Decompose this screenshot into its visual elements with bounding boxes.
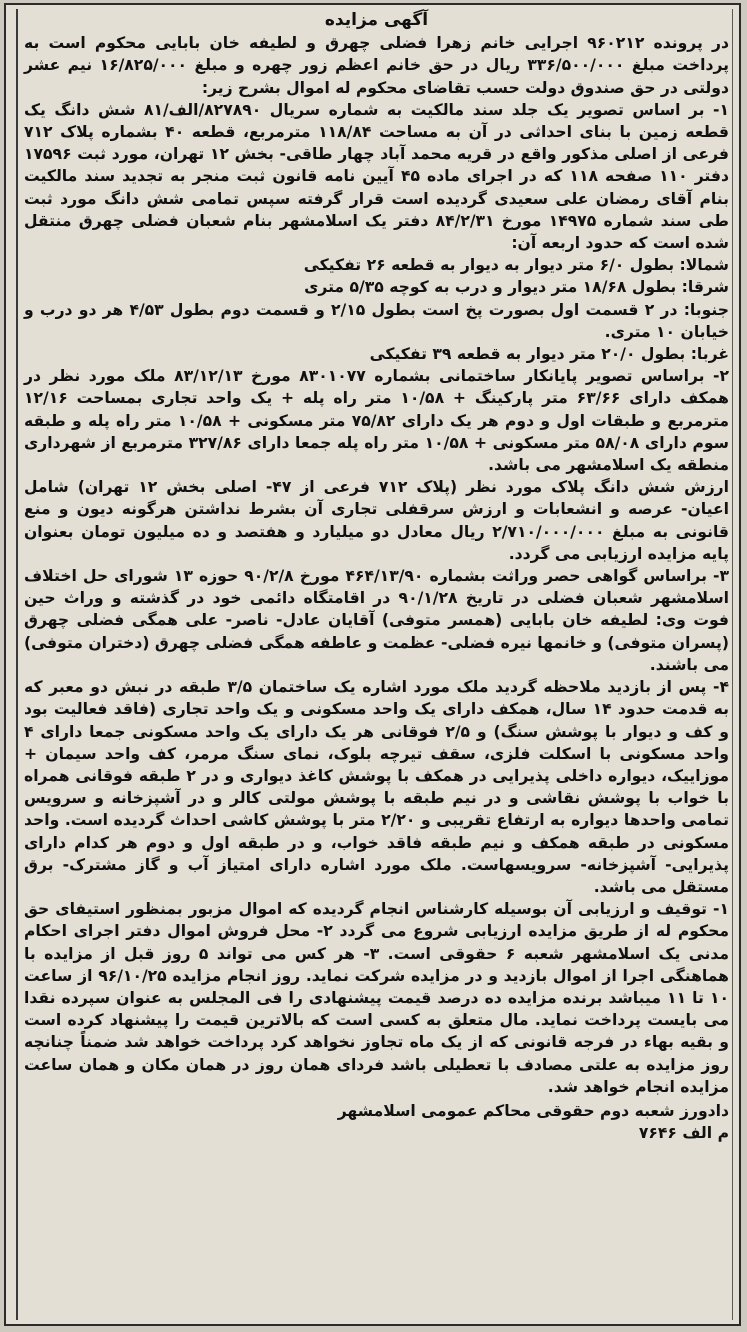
terms-paragraph: ۱- توقیف و ارزیابی آن بوسیله کارشناس انجام گردیده که اموال مزبور بمنظور استیفای حق محکوم له از طریق مزایده ارزیابی شروع می گردد ۲- محل فروش اموال دفتر اجرای احکام مدنی یک اسلامشهر شعبه ۶ حقوقی است. ۳- هر کس می تواند ۵ روز قبل از مزایده با هماهنگی اجرا از اموال بازدید و در مزایده شرکت نماید. روز انجام مزایده ۹۶/۱۰/۲۵ از ساعت ۱۰ تا ۱۱ میباشد برنده مزایده ده درصد قیمت پیشنهادی را فی المجلس به عنوان سپرده نقدا می بایست پرداخت نماید. مال متعلق به کسی است که بالاترین قیمت را پیشنهاد کرده است و بقیه بهاء در فرجه قانونی که از یک ماه تجاوز نخواهد کرد پرداخت خواهد شد ضمناً چنانچه روز مزایده به علتی مصادف با تعطیلی باشد فردای همان روز در همان مکان و همان ساعت مزایده انجام خواهد شد. xyxy=(24,900,730,1096)
item-4-paragraph: ۴- پس از بازدید ملاحظه گردید ملک مورد اشاره یک ساختمان ۳/۵ طبقه در نبش دو معبر که به قدمت حدود ۱۴ سال، همکف دارای یک واحد مسکونی و یک واحد تجاری (فاقد فعالیت بود و کف و دیوار با پوشش سنگ) و ۲/۵ فوقانی هر یک دارای یک واحد مسکونی جمعا دارای ۴ واحد مسکونی با اسکلت فلزی، سقف تیرچه بلوک، نمای سنگ مرمر، کف واحد سیمان + موزاییک، دیواره داخلی پذیرایی در همکف با پوشش کاغذ دیواری و در ۲ طبقه فوقانی همراه با خواب با پوشش نقاشی و در نیم طبقه با پوشش مولتی کالر و در آشپزخانه و سرویس تمامی واحدها دیواره به ارتفاع تقریبی و ۲/۲۰ متر با پوشش کاشی احداث گردیده است. واحد مسکونی در طبقه همکف و نیم طبقه فاقد خواب، و در طبقه اول و دوم هر کدام دارای پذیرایی- آشپزخانه- سرویسهاست. ملک مورد اشاره دارای امتیاز آب و گاز مشترک- برق مستقل می باشد. xyxy=(24,678,730,896)
valuation-paragraph: ارزش شش دانگ پلاک مورد نظر (پلاک ۷۱۲ فرعی از ۴۷- اصلی بخش ۱۲ تهران) شامل اعیان- عرصه و انشعابات و ارزش سرقفلی تجاری آن بشرط نداشتن هرگونه دیون و منع قانونی به مبلغ ۲/۷۱۰/۰۰۰/۰۰۰ ریال معادل دو میلیارد و هفتصد و ده میلیون تومان بعنوان پایه مزایده ارزیابی می گردد. xyxy=(24,478,730,563)
newspaper-clipping xyxy=(4,3,741,1326)
signature-line: دادورز شعبه دوم حقوقی محاکم عمومی اسلامشهر xyxy=(337,1101,729,1120)
boundary-west: غربا: بطول ۲۰/۰ متر دیوار به قطعه ۳۹ تفکیکی xyxy=(369,345,729,364)
boundary-east: شرقا: بطول ۱۸/۶۸ متر دیوار و درب به کوچه ۵/۳۵ متری xyxy=(304,278,729,297)
boundary-south: جنوبا: در ۲ قسمت اول بصورت پخ است بطول ۲/۱۵ و قسمت دوم بطول ۴/۵۳ هر دو درب و خیابان ۱۰ متری. xyxy=(24,300,730,341)
notice-body xyxy=(24,9,729,1320)
reference-code: م الف ۷۶۴۶ xyxy=(638,1124,729,1143)
notice-title: آگهی مزایده xyxy=(324,10,429,30)
boundary-north: شمالا: بطول ۶/۰ متر دیوار به دیوار به قطعه ۲۶ تفکیکی xyxy=(303,256,729,275)
item-3-paragraph: ۳- براساس گواهی حصر وراثت بشماره ۴۶۴/۱۳/۹۰ مورخ ۹۰/۲/۸ حوزه ۱۳ شورای حل اختلاف اسلامشهر شعبان فضلی در تاریخ ۹۰/۱/۲۸ در اقامتگاه دائمی خود در گذشته و وراث حین فوت وی: لطیفه خان بابایی (همسر متوفی) آقایان عادل- ناصر- علی همگی فضلی چهرق (پسران متوفی) و خانمها نیره فضلی- عظمت و عاطفه همگی فضلی چهرق (دختران متوفی) می باشند. xyxy=(24,567,730,674)
item-2-paragraph: ۲- براساس تصویر پایانکار ساختمانی بشماره ۸۳۰۱۰۷۷ مورخ ۸۳/۱۲/۱۳ ملک مورد نظر در همکف دارای ۶۳/۶۶ متر پارکینگ + ۱۰/۵۸ متر راه پله + یک واحد تجاری بمساحت ۱۲/۱۶ مترمربع و طبقات اول و دوم هر یک دارای ۷۵/۸۲ متر مسکونی + ۱۰/۵۸ متر راه پله و طبقه سوم دارای ۵۸/۰۸ متر مسکونی + ۱۰/۵۸ متر راه پله جمعا دارای ۳۲۷/۸۶ مترمربع از شهرداری منطقه یک اسلامشهر می باشد. xyxy=(24,367,729,475)
intro-paragraph: در پرونده ۹۶۰۲۱۲ اجرایی خانم زهرا فضلی چهرق و لطیفه خان بابایی محکوم است به پرداخت مبلغ ۳۳۶/۵۰۰/۰۰۰ ریال در حق خانم اعظم زور چهره و مبلغ ۱۶/۸۲۵/۰۰۰ نیم عشر دولتی در حق صندوق دولت حسب تقاضای محکوم له اموال بشرح زیر: xyxy=(24,34,730,97)
item-1-paragraph: ۱- بر اساس تصویر یک جلد سند مالکیت به شماره سریال ۸۲۷۸۹۰/الف/۸۱ شش دانگ یک قطعه زمین با بنای احداثی در آن به مساحت ۱۱۸/۸۴ مترمربع، قطعه ۴۰ بشماره پلاک ۷۱۲ فرعی از اصلی مذکور واقع در قریه محمد آباد چهار طاقی- بخش ۱۲ تهران، مورد ثبت ۱۷۵۹۶ دفتر ۱۱۰ صفحه ۱۱۸ که در اجرای ماده ۴۵ آیین نامه قانون ثبت منجر به تجدید سند مالکیت بنام آقای رمضان علی سعیدی گردیده است قرار گرفته سپس تمامی شش دانگ مورد ثبت طی سند شماره ۱۴۹۷۵ مورخ ۸۴/۲/۳۱ دفتر یک اسلامشهر بنام شعبان فضلی چهرق منتقل شده است که حدود اربعه آن: xyxy=(24,100,730,253)
